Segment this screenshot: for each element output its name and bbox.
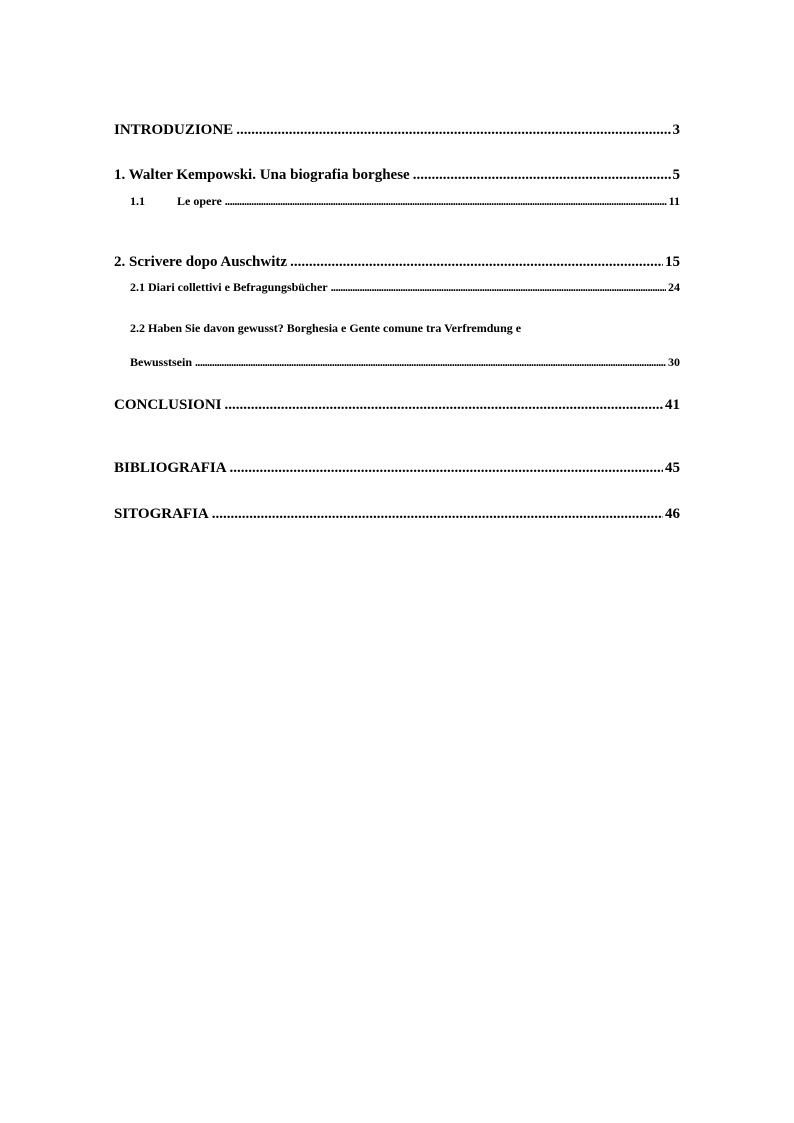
- dot-leader: [225, 194, 667, 209]
- toc-entry-page: 45: [665, 460, 680, 476]
- toc-entry-title: BIBLIOGRAFIA: [114, 460, 227, 476]
- toc-entry-title: 2. Scrivere dopo Auschwitz: [114, 254, 288, 270]
- toc-entry-page: 30: [668, 355, 680, 369]
- toc-entry-chapter-1[interactable]: [114, 167, 680, 184]
- toc-entry-introduzione[interactable]: [114, 122, 680, 139]
- dot-leader: [290, 254, 663, 271]
- toc-entry-bibliografia[interactable]: [114, 460, 680, 477]
- toc-entry-page: 41: [665, 397, 680, 413]
- dot-leader: [230, 460, 663, 477]
- toc-entry-title: Le opere: [177, 194, 222, 208]
- toc-entry-title: INTRODUZIONE: [114, 122, 234, 138]
- toc-entry-section-2-2[interactable]: [130, 355, 680, 370]
- toc-entry-section-2-2-line-1[interactable]: 2.2 Haben Sie davon gewusst? Borghesia e Gente comune tra Verfremdung e: [130, 321, 522, 335]
- toc-entry-page: 3: [672, 122, 680, 138]
- toc-entry-title: CONCLUSIONI: [114, 397, 222, 413]
- dot-leader: [413, 167, 671, 184]
- toc-entry-title: SITOGRAFIA: [114, 506, 209, 522]
- toc-entry-number: 1.1: [130, 194, 145, 208]
- toc-entry-page: 15: [665, 254, 680, 270]
- toc-entry-page: 46: [665, 506, 680, 522]
- dot-leader: [236, 122, 670, 139]
- toc-entry-section-1-1[interactable]: [130, 194, 680, 209]
- toc-entry-section-2-1[interactable]: [130, 280, 680, 295]
- dot-leader: [331, 280, 666, 295]
- toc-entry-page: 5: [672, 167, 680, 183]
- toc-entry-chapter-2[interactable]: [114, 254, 680, 271]
- toc-entry-conclusioni[interactable]: [114, 397, 680, 414]
- toc-entry-page: 11: [668, 194, 680, 208]
- toc-entry-title: 1. Walter Kempowski. Una biografia borghese: [114, 167, 410, 183]
- dot-leader: [212, 506, 663, 523]
- dot-leader: [195, 355, 666, 370]
- dot-leader: [225, 397, 663, 414]
- toc-entry-title: 2.1 Diari collettivi e Befragungsbücher: [130, 280, 328, 294]
- toc-entry-title: Bewusstsein: [130, 355, 193, 369]
- toc-entry-page: 24: [668, 280, 680, 294]
- toc-entry-sitografia[interactable]: [114, 506, 680, 523]
